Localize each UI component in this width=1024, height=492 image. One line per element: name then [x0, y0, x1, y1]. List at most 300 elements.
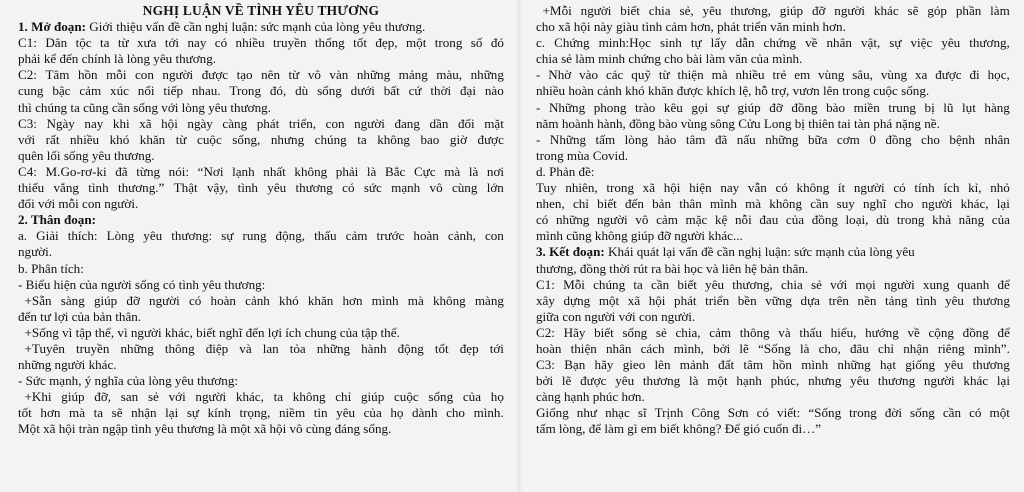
word: khăn [139, 131, 166, 147]
word: sẻ [147, 389, 159, 405]
word: có [969, 405, 982, 421]
word: nhạc [605, 405, 630, 421]
word: tâm [743, 357, 764, 373]
word: +Mỗi [536, 3, 572, 18]
word: bị [924, 99, 935, 115]
word: cho [921, 131, 940, 147]
word: lại [996, 196, 1010, 212]
text-line [536, 212, 1010, 228]
word: vào [579, 67, 599, 83]
word: sức [363, 180, 382, 196]
word: người [195, 389, 227, 405]
text-line [536, 421, 1010, 437]
word: giúp [61, 389, 85, 405]
word: a. [18, 228, 28, 244]
word: với [830, 276, 848, 292]
word: số [470, 35, 483, 51]
word: suy [836, 196, 855, 212]
word: nhiều [69, 131, 100, 147]
word: ta [273, 389, 284, 405]
word: yêu [705, 276, 725, 292]
word: mọi [855, 276, 876, 292]
text-line [18, 100, 504, 116]
word: vô [307, 67, 321, 83]
word: dựng [563, 292, 591, 308]
word: làm [990, 3, 1010, 18]
word: mạnh [391, 180, 421, 196]
word: xung [922, 276, 950, 292]
text-line [536, 293, 1010, 309]
word: rất [45, 131, 60, 147]
word: năng [958, 212, 985, 228]
word: sẻ, [679, 3, 694, 18]
word: hồn [772, 357, 792, 373]
word: cảm [345, 228, 368, 244]
word: bởi [536, 373, 554, 389]
word: với [168, 389, 186, 405]
word: biết [620, 3, 640, 18]
word: được [477, 131, 504, 147]
word: thương, [732, 276, 773, 292]
word: kính [207, 405, 231, 421]
line-text: - Biểu hiện của người sống có tình yêu thương: [18, 276, 266, 292]
section-heading: 3. Kết đoạn: [536, 244, 605, 260]
word: thông [739, 324, 770, 340]
word: tiếp [163, 83, 184, 99]
text-line [18, 325, 504, 341]
word: từ [658, 67, 670, 83]
word: ta [357, 131, 367, 147]
word: Hãy [563, 324, 586, 340]
word: mặt [484, 115, 504, 131]
text-line [18, 244, 504, 260]
word: bởi [713, 340, 731, 356]
word: những [556, 212, 590, 228]
word: nhỏ [990, 180, 1010, 196]
word: chỉ [572, 196, 589, 212]
word: họ [490, 389, 504, 405]
word: đến [624, 196, 644, 212]
word: tốt [18, 405, 32, 421]
word: hàng [984, 99, 1010, 115]
line-text: người. [18, 244, 53, 260]
text-line [18, 261, 504, 277]
line-text: quên lối sống yêu thương. [18, 147, 155, 163]
text-line [536, 148, 1010, 164]
text-line [18, 389, 504, 405]
word: riêng [937, 340, 965, 356]
word: một [707, 373, 728, 389]
word: ta [93, 405, 104, 421]
word: đó, [269, 83, 287, 99]
word: sàng [60, 292, 85, 308]
text-line [536, 373, 1010, 389]
word: chia, [675, 324, 701, 340]
word: cuộc [197, 131, 222, 147]
word: sống [317, 83, 342, 99]
word: một [598, 292, 620, 308]
word: người [149, 292, 180, 308]
word: tình [916, 292, 937, 308]
left-column [18, 3, 504, 492]
word: nhen, [536, 196, 565, 212]
word: học, [987, 67, 1010, 83]
word: vật, [860, 35, 881, 51]
word: Bắc [384, 163, 406, 179]
word: giúp [360, 389, 385, 405]
word: của [363, 405, 382, 421]
word: đỡ [811, 3, 826, 18]
word: về [805, 35, 818, 51]
word: mà [69, 405, 86, 421]
word: đối [457, 115, 475, 131]
section-heading: 2. Thân đoạn: [18, 212, 96, 228]
word: C3: [536, 357, 555, 373]
word: miền [853, 99, 880, 115]
word: có [188, 292, 202, 308]
word: nhận [903, 340, 929, 356]
text-line [18, 132, 504, 148]
word: xã [139, 115, 152, 131]
word: thương, [730, 3, 771, 18]
word: thấu [799, 324, 822, 340]
right-column [536, 3, 1010, 492]
line-text: tấm lòng, để làm gì em biết không? Để gió cuốn đi…” [536, 421, 822, 437]
word: em [794, 67, 811, 83]
word: cho, [818, 340, 841, 356]
line-text: đối với mỗi con người. [18, 196, 139, 212]
word: các [605, 67, 624, 83]
word: không [294, 163, 328, 179]
word: từ [117, 35, 129, 51]
word: cộng [928, 324, 954, 340]
word: yêu [941, 35, 961, 51]
word: cho [446, 405, 465, 421]
word: vùng [880, 67, 908, 83]
word: Tuy [536, 180, 557, 196]
word: cảm [656, 212, 678, 228]
word: thời [430, 83, 452, 99]
word: trung [888, 99, 916, 115]
word: người [921, 196, 953, 212]
word: tảng [885, 292, 908, 308]
word: Lòng [106, 228, 135, 244]
word: như [576, 405, 597, 421]
text-line [18, 341, 504, 357]
word: có [536, 212, 549, 228]
word: khi [112, 115, 130, 131]
word: xã [627, 292, 641, 308]
word: người [853, 180, 885, 196]
word: mình [709, 196, 737, 212]
word: M.Go-rơ-ki [45, 163, 107, 179]
word: chỉ [878, 340, 895, 356]
word: cùng [451, 180, 478, 196]
word: kêu [663, 99, 683, 115]
text-line [18, 148, 504, 164]
text-line [536, 196, 1010, 212]
word: tốt [353, 35, 367, 51]
word: truyền [273, 35, 307, 51]
line-text: nhiều hoàn cảnh khó khăn được khích lệ, hỗ trợ, vươn lên trong cuộc sống. [536, 83, 930, 99]
word: hội [161, 115, 178, 131]
word: - [536, 131, 541, 147]
word: kỉ, [968, 180, 982, 196]
word: vùng [818, 67, 845, 83]
text-line [536, 100, 1010, 116]
word: đất [718, 357, 735, 373]
word: mặc [685, 212, 708, 228]
word: Bạn [564, 357, 586, 373]
text-line [18, 309, 504, 325]
word: phải [335, 163, 359, 179]
word: thương [877, 373, 916, 389]
word: sự [186, 405, 200, 421]
word: bệnh [949, 131, 975, 147]
word: lan [262, 340, 279, 356]
word: đã [714, 131, 728, 147]
word: yêu [945, 292, 964, 308]
word: của [991, 212, 1010, 228]
word: vô [429, 180, 443, 196]
word: lòng [624, 131, 648, 147]
word: nhất [263, 163, 286, 179]
word: không [796, 180, 830, 196]
word: bậc [52, 83, 71, 99]
word: trọng, [239, 405, 271, 421]
word: của [785, 212, 805, 228]
word: yêu [615, 373, 635, 389]
word: đang [394, 115, 420, 131]
word: chia [781, 276, 803, 292]
word: thương, [969, 35, 1010, 51]
word: trong [434, 35, 463, 51]
word: lạnh [232, 163, 255, 179]
word: truyền [75, 340, 110, 356]
text-line [536, 19, 1010, 35]
word: đẹp [459, 340, 479, 356]
text-line [18, 293, 504, 309]
text-line [18, 421, 504, 437]
word: hoàn [413, 228, 439, 244]
word: là [468, 163, 479, 179]
word: C2: [18, 67, 37, 83]
line-text: Một xã hội tràn ngập tình yêu thương là một xã hội vô cùng đáng sống. [18, 421, 392, 437]
word: dù [876, 212, 890, 228]
word: phát [674, 292, 697, 308]
word: dẫn [735, 35, 755, 51]
word: bản [652, 196, 671, 212]
word: Chứng [554, 35, 590, 51]
word: nay [84, 115, 104, 131]
word: hãy [594, 357, 614, 373]
word: sẻ [655, 324, 667, 340]
word: sự [221, 228, 234, 244]
word: mà [444, 163, 461, 179]
word: mà [745, 196, 762, 212]
word: nơi [486, 163, 504, 179]
word: gieo [622, 357, 646, 373]
text-line [536, 357, 1010, 373]
line-text: b. Phân tích: [18, 260, 84, 276]
word: nhiều [735, 67, 765, 83]
word: đồng [811, 212, 838, 228]
word: tự [690, 35, 702, 51]
word: với [18, 131, 36, 147]
word: c. [536, 35, 546, 51]
word: lẽ [561, 373, 572, 389]
word: xa [914, 67, 928, 83]
word: vậy, [206, 180, 229, 196]
text-line [18, 116, 504, 132]
line-text: d. Phản đề: [536, 163, 595, 179]
word: thương [642, 373, 681, 389]
word: động [397, 340, 424, 356]
word: triển [705, 292, 730, 308]
text-line [536, 389, 1010, 405]
word: hảo [657, 131, 677, 147]
word: loại, [845, 212, 869, 228]
line-text: mình cũng không giúp đỡ người khác... [536, 228, 743, 244]
line-text: chia sẻ làm minh chứng cho bài làm văn của mình. [536, 51, 803, 67]
word: chứng [763, 35, 797, 51]
word: thấu [314, 228, 337, 244]
word: thương [972, 292, 1010, 308]
word: có [342, 180, 355, 196]
word: ngày [187, 115, 213, 131]
word: tình [88, 180, 109, 196]
word: nối [137, 83, 155, 99]
word: trào [635, 99, 656, 115]
word: cảnh [245, 292, 270, 308]
word: sống, [232, 131, 261, 147]
word: minh:Học [598, 35, 651, 51]
word: cảnh, [447, 228, 476, 244]
word: những [356, 67, 391, 83]
word: sẽ [907, 3, 919, 18]
line-text: - Sức mạnh, ý nghĩa của lòng yêu thương: [18, 373, 239, 389]
word: Công [691, 405, 720, 421]
section-heading: 1. Mở đoạn: [18, 19, 86, 35]
word: hội [648, 292, 666, 308]
word: khó [109, 131, 130, 147]
word: nhiều [235, 35, 265, 51]
text-line [536, 277, 1010, 293]
word: dựa [800, 292, 820, 308]
word: cho [894, 196, 914, 212]
word: nay [720, 180, 740, 196]
line-text: phải kể đến chính là lòng yêu thương. [18, 51, 217, 67]
word: cảm [709, 324, 732, 340]
line-text: đến tư lợi của bản thân. [18, 308, 142, 324]
word: trong [896, 212, 925, 228]
word: tốt [434, 340, 449, 356]
word: có [775, 180, 788, 196]
word: “Sống [758, 340, 791, 356]
word: Giống [536, 405, 569, 421]
column-divider [516, 0, 524, 492]
text-line [536, 164, 1010, 180]
word: nào [484, 83, 504, 99]
text-line [536, 3, 1010, 19]
word: không [292, 389, 326, 405]
word: yêu [267, 180, 287, 196]
word: khác, [235, 389, 264, 405]
word: người [162, 67, 194, 83]
word: yêu [944, 357, 964, 373]
word: sống [428, 389, 454, 405]
text-line [18, 35, 504, 51]
word: là [799, 340, 810, 356]
line-text: +Sống vì tập thể, vì người khác, biết nghĩ đến lợi ích chung của tập thể. [18, 324, 400, 340]
word: và [778, 324, 791, 340]
document-title: NGHỊ LUẬN VỀ TÌNH YÊU THƯƠNG [142, 3, 380, 18]
word: không [377, 131, 410, 147]
word: tâm [685, 131, 706, 147]
word: thương [972, 357, 1010, 373]
word: những [120, 340, 154, 356]
word: để [997, 324, 1010, 340]
word: san [120, 389, 139, 405]
word: bữa [807, 131, 828, 147]
text-line [536, 244, 1010, 260]
word: tới [489, 340, 504, 356]
word: sống [622, 324, 648, 340]
word: trước [376, 228, 405, 244]
word: dành [412, 405, 438, 421]
word: tin [313, 405, 328, 421]
word: nhiên, [565, 180, 598, 196]
word: người [923, 373, 955, 389]
word: cần [810, 196, 829, 212]
word: được [580, 373, 607, 389]
text-line [18, 83, 504, 99]
word: hạt [879, 357, 896, 373]
word: mảng [398, 67, 428, 83]
text-line [18, 67, 504, 83]
word: yêu [143, 228, 163, 244]
word: giúp [779, 3, 804, 18]
text-line [536, 180, 1010, 196]
word: hơn [40, 405, 61, 421]
word: có [756, 405, 769, 421]
text-line [536, 132, 1010, 148]
word: sẽ [111, 405, 123, 421]
word: khó [279, 292, 299, 308]
word: C1: [18, 35, 37, 51]
word: sâu, [852, 67, 873, 83]
word: +Tuyên [18, 340, 65, 356]
word: phần [955, 3, 982, 18]
text-line [536, 325, 1010, 341]
word: đó [490, 35, 504, 51]
word: cơm [836, 131, 860, 147]
word: lên [654, 357, 671, 373]
word: - [536, 99, 541, 115]
word: chúng [314, 131, 347, 147]
text-line [18, 277, 504, 293]
word: tấm [595, 131, 616, 147]
word: đỡ [126, 292, 140, 308]
word: đại [460, 83, 476, 99]
word: từ [175, 131, 187, 147]
word: dần [429, 115, 449, 131]
word: sẻ [811, 276, 822, 292]
word: Tâm [45, 67, 70, 83]
word: - [536, 67, 541, 83]
word: đỡ [769, 99, 783, 115]
word: đâu [849, 340, 869, 356]
